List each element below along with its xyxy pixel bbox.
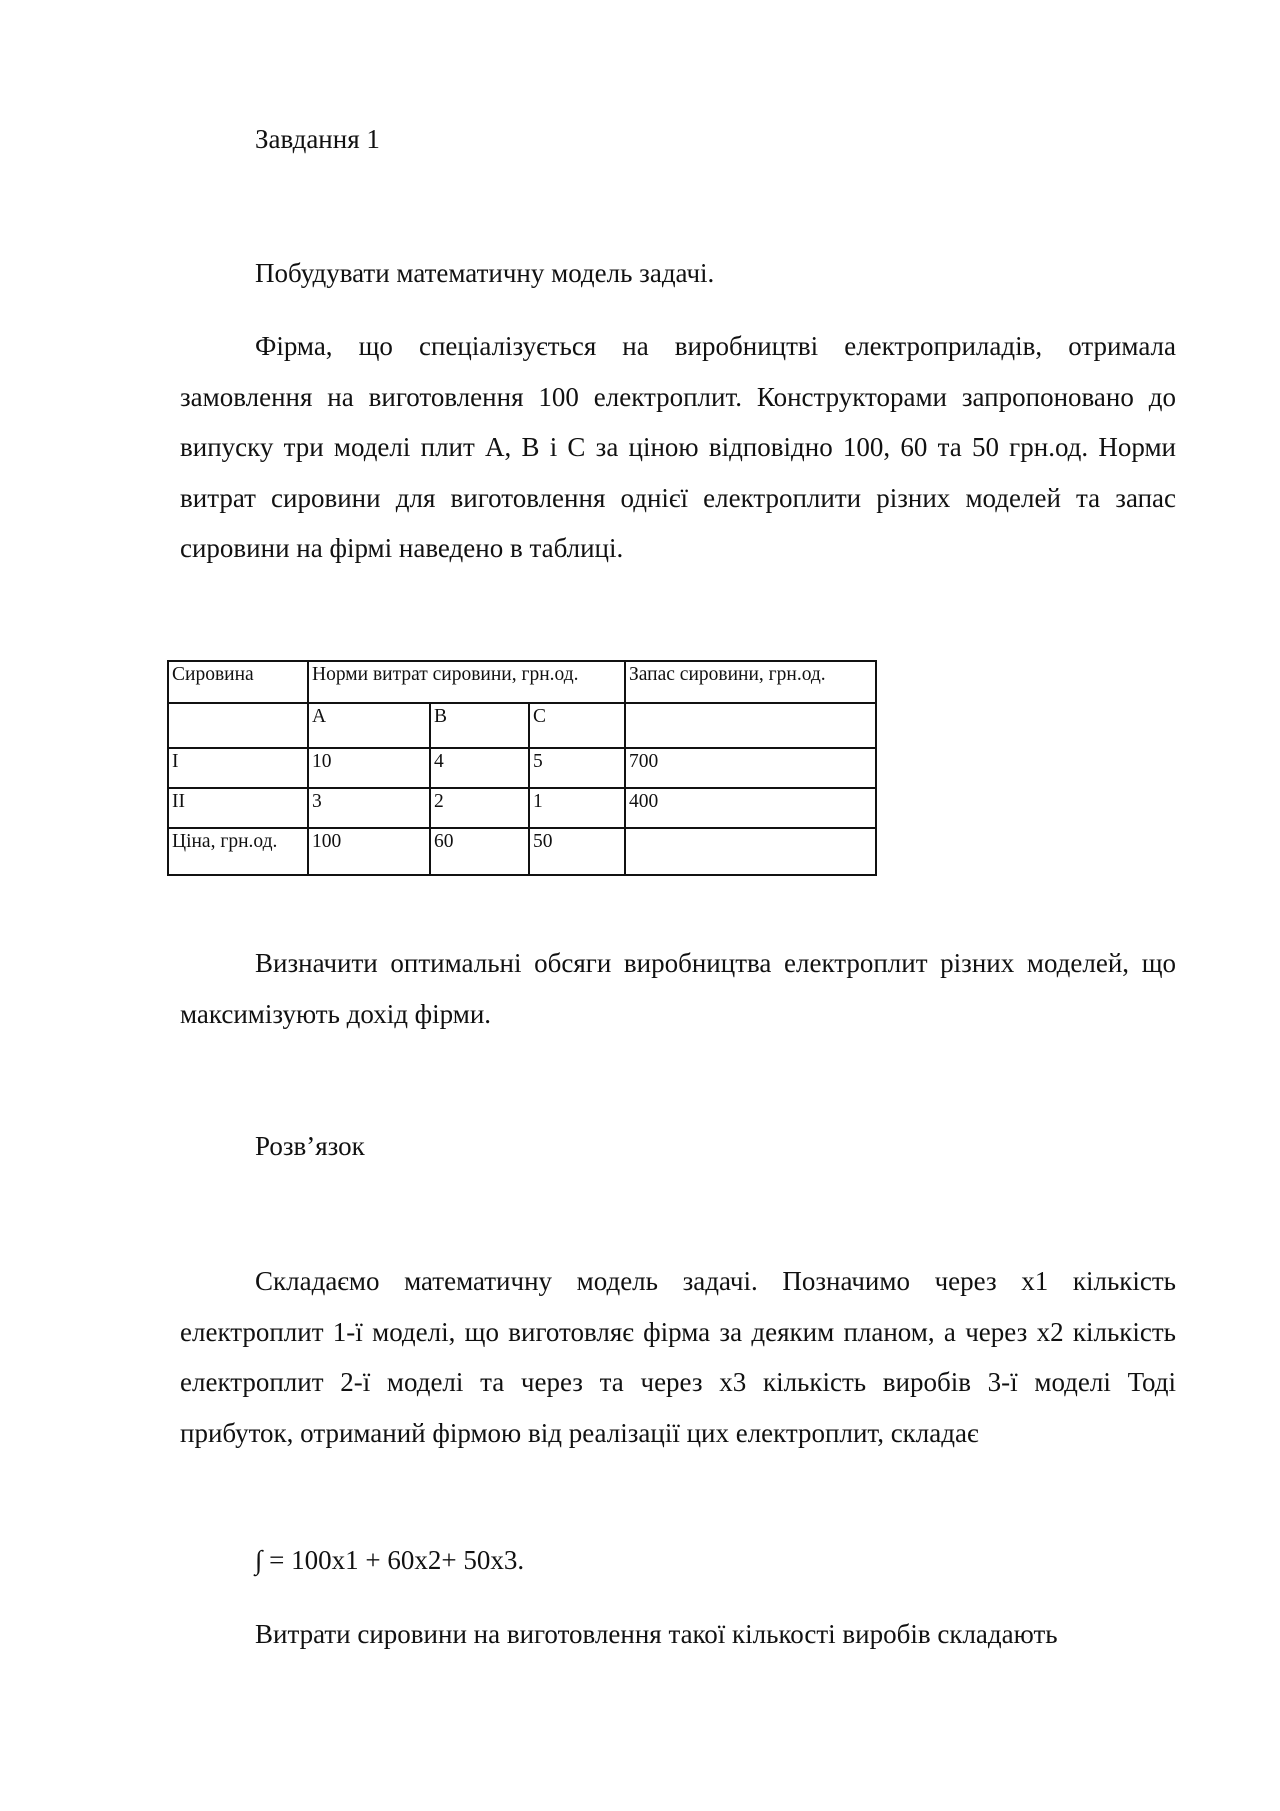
- table-cell: [625, 703, 876, 748]
- solution-paragraph: [180, 1256, 1176, 1458]
- solution-heading: Розв’язок: [255, 1131, 365, 1161]
- subheader-model-c: С: [529, 703, 625, 748]
- row-label: ІІ: [168, 788, 308, 828]
- cell-c: 50: [529, 828, 625, 875]
- last-paragraph: [180, 1609, 1176, 1660]
- table-cell: [168, 703, 308, 748]
- goal-paragraph: [180, 938, 1176, 1039]
- problem-paragraph: [180, 321, 1176, 574]
- objective-formula: ∫ = 100х1 + 60х2+ 50х3.: [255, 1545, 525, 1575]
- table-row: [168, 748, 876, 788]
- cell-stock: 700: [625, 748, 876, 788]
- document-title: Завдання 1: [255, 124, 380, 154]
- goal-text: Визначити оптимальні обсяги виробництва електроплит різних моделей, що максимізують дохід фірми.: [180, 948, 1176, 1029]
- table-row: [168, 788, 876, 828]
- cell-a: 3: [308, 788, 430, 828]
- solution-text: Складаємо математичну модель задачі. Позначимо через х1 кількість електроплит 1-ї моделі, що виготовляє фірма за деяким планом, а через х2 кількість електроплит 2-ї моделі та через та через х3 кількість виробів 3-ї моделі Тоді прибуток, отриманий фірмою від реалізації цих електроплит, складає: [180, 1266, 1176, 1448]
- cell-c: 5: [529, 748, 625, 788]
- row-label: І: [168, 748, 308, 788]
- header-consumption-norms: Норми витрат сировини, грн.од.: [308, 661, 625, 703]
- subheader-model-a: А: [308, 703, 430, 748]
- header-raw-material: Сировина: [168, 661, 308, 703]
- cell-stock: [625, 828, 876, 875]
- task-heading: Побудувати математичну модель задачі.: [255, 258, 715, 288]
- subheader-model-b: В: [430, 703, 529, 748]
- cell-a: 100: [308, 828, 430, 875]
- header-stock: Запас сировини, грн.од.: [625, 661, 876, 703]
- cell-c: 1: [529, 788, 625, 828]
- cell-b: 4: [430, 748, 529, 788]
- raw-materials-table: [167, 660, 877, 876]
- last-text: Витрати сировини на виготовлення такої кількості виробів складають: [255, 1619, 1058, 1649]
- row-label: Ціна, грн.од.: [168, 828, 308, 875]
- problem-text: Фірма, що спеціалізується на виробництві електроприладів, отримала замовлення на виготовлення 100 електроплит. Конструкторами запропоновано до випуску три моделі плит А, В і С за ціною відповідно 100, 60 та 50 грн.од. Норми витрат сировини для виготовлення однієї електроплити різних моделей та запас сировини на фірмі наведено в таблиці.: [180, 331, 1176, 563]
- table-header-row: [168, 661, 876, 703]
- table-row: [168, 828, 876, 875]
- cell-stock: 400: [625, 788, 876, 828]
- table-subheader-row: [168, 703, 876, 748]
- cell-b: 60: [430, 828, 529, 875]
- cell-b: 2: [430, 788, 529, 828]
- cell-a: 10: [308, 748, 430, 788]
